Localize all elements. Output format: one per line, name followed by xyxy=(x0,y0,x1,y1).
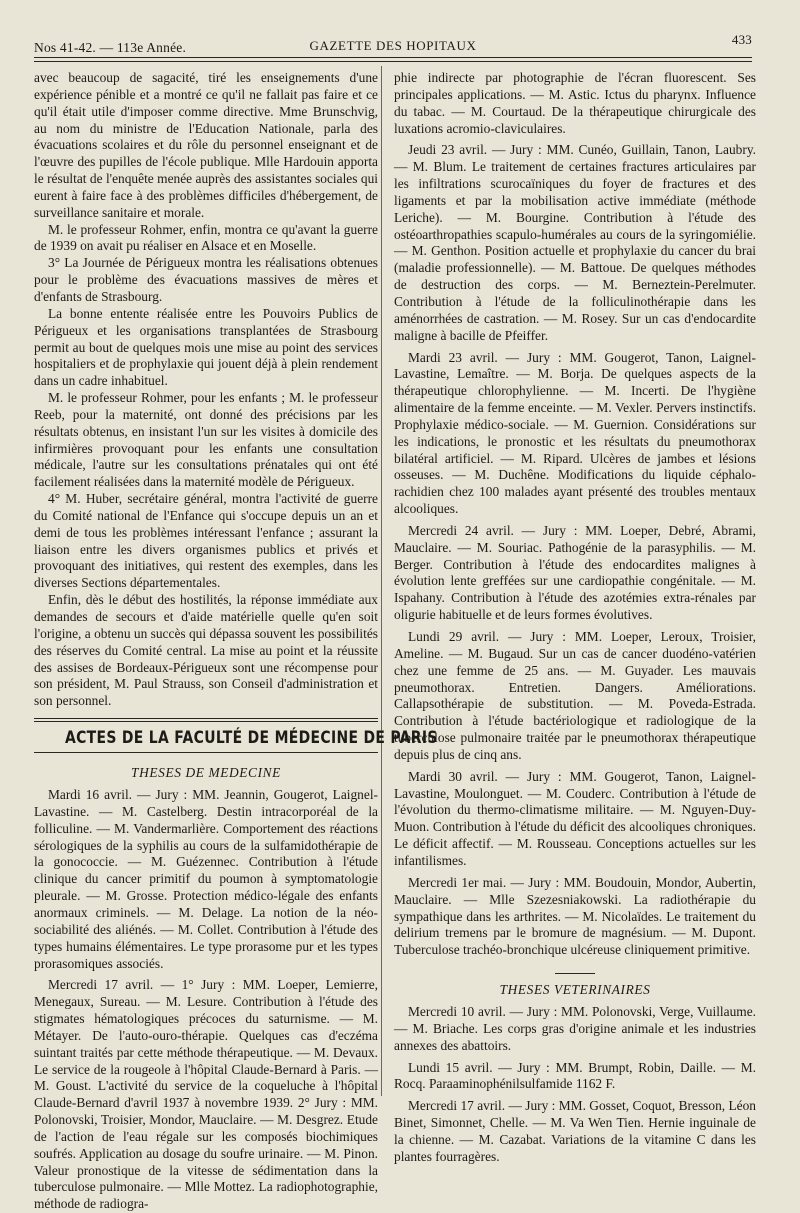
page-header xyxy=(34,30,752,56)
thesis-session: Mardi 16 avril. — Jury : MM. Jeannin, Gougerot, Laignel-Lavastine. — M. Castelberg. Destin intracorporéal de la folliculine. — M. Vandermarlière. Comportement des réactions sérologiques de la syphilis au cours de la sulfamidothérapie de la gonococcie. — M. Guézennec. Contribution à l'étude clinique du cancer primitif du poumon à symptomatologie pleurale. — M. Grosse. Protection médico-légale des enfants anormaux criminels. — M. Delage. La notion de la néo-sociabilité des aliénés. — M. Collet. Contribution à l'étude des types humains élémentaires. Le type prorasome pur et les types prorasomiques associés. xyxy=(34,787,378,971)
left-column xyxy=(34,70,438,1213)
journal-title: GAZETTE DES HOPITAUX xyxy=(309,38,477,53)
paragraph: avec beaucoup de sagacité, tiré les enseignements d'une expérience pénible et a montré ce qu'il ne fallait pas faire et ce qu'il était utile d'imposer comme directive. Mme Brunschvig, au nom du ministre de l'Education Nationale, parla des évacuations scolaires et du rôle du personnel enseignant et de l'œuvre des pupilles de l'école publique. Mlle Hardouin apporta le résultat de l'enquête menée auprès des assistantes sociales qui eurent à faire face à des problèmes difficiles d'hébergement, de surveillance sanitaire et morale. xyxy=(34,70,378,220)
paragraph: M. le professeur Rohmer, pour les enfants ; M. le professeur Reeb, pour la maternité, ont donné des précisions par les résultats obtenus, en insistant l'un sur les visites à domicile des infirmières provoquant pour les enfants une consultation médicale, l'autre sur les consultations prénatales qui ont été facilement réalisées dans la maternité modèle de Périgueux. xyxy=(34,390,378,490)
subsection-title: THESES VETERINAIRES xyxy=(499,982,651,998)
divider xyxy=(555,973,595,974)
header-rule-thin xyxy=(34,61,752,62)
right-column xyxy=(394,70,756,1166)
section-rule xyxy=(34,752,378,753)
issue-number: Nos 41-42. — 113e Année. xyxy=(34,40,187,55)
page-number: 433 xyxy=(731,32,752,47)
section-rule-thin xyxy=(34,721,378,722)
paragraph: 4° M. Huber, secrétaire général, montra l'activité de guerre du Comité national de l'Enfance qui s'occupe depuis un an et demi de tous les problèmes intéressant l'enfance ; assurant la liaison entre les divers organismes publics et privés et provoquant des initiatives, qui restent des exemples, dans les diverses Sections départementales. xyxy=(34,491,378,591)
subsection-title: THESES DE MEDECINE xyxy=(131,765,281,781)
section-title: ACTES DE LA FACULTÉ DE MÉDECINE DE PARIS xyxy=(64,728,438,749)
section-rule xyxy=(34,718,378,719)
thesis-session: Lundi 15 avril. — Jury : MM. Brumpt, Robin, Daille. — M. Rocq. Paraaminophénilsulfamide 1162 F. xyxy=(394,1059,756,1092)
paragraph: Enfin, dès le début des hostilités, la réponse immédiate aux demandes de secours et d'aide matérielle quelle qu'en soit l'origine, a obtenu un succès qui dépassa souvent les possibilités des réserves du Comité central. La mise au point et la réussite des assises de Bordeaux-Périgueux sont une récompense pour son président, M. Paul Strauss, son Conseil d'administration et son personnel. xyxy=(34,592,378,709)
thesis-session: Mercredi 1er mai. — Jury : MM. Boudouin, Mondor, Aubertin, Mauclaire. — Mlle Szezesniakowski. La radiothérapie du sympathique dans les arthrites. — M. Nicolaïdes. Le traitement du delirium tremens par le bromure de magnésium. — M. Dupont. Tuberculose trachéo-bronchique ulcéreuse cliniquement primitive. xyxy=(394,874,756,958)
thesis-session: Mercredi 17 avril. — Jury : MM. Gosset, Coquot, Bresson, Léon Binet, Simonnet, Chelle. — M. Va Wen Tien. Hernie inguinale de la chienne. — M. Cazabat. Variations de la vitamine C dans les plantes fourragères. xyxy=(394,1098,756,1164)
paragraph: phie indirecte par photographie de l'écran fluorescent. Ses principales applications. — M. Astic. Ictus du pharynx. Influence du tabac. — M. Courtaud. De la thérapeutique chirurgicale des luxations acromio-claviculaires. xyxy=(394,70,756,136)
paragraph: M. le professeur Rohmer, enfin, montra ce qu'avant la guerre de 1939 on avait pu réaliser en Alsace et en Moselle. xyxy=(34,221,378,254)
thesis-session: Mercredi 24 avril. — Jury : MM. Loeper, Debré, Abrami, Mauclaire. — M. Souriac. Pathogénie de la parasyphilis. — M. Berger. Contribution à l'étude des endocardites malignes à évolution lente greffées sur une cardiopathie congénitale. — M. Ispahany. Contribution à l'étude des azotémies extra-rénales par oligurie habituelle et de leurs formes évolutives. xyxy=(394,522,756,623)
paragraph: La bonne entente réalisée entre les Pouvoirs Publics de Périgueux et les organisations transplantées de Strasbourg permit au bout de quelques mois une mise au point des services hospitaliers et de prophylaxie qui jouent déjà à plein rendement dans un cadre inhabituel. xyxy=(34,305,378,389)
thesis-session: Mardi 30 avril. — Jury : MM. Gougerot, Tanon, Laignel-Lavastine, Moulonguet. — M. Couderc. Contribution à l'étude de l'évolution du thermo-climatisme militaire. — M. Nguyen-Duy-Muon. Contribution à l'étude du déficit des alcooliques chroniques. Le déficit affectif. — M. Rousseau. Conceptions actuelles sur les infantilismes. xyxy=(394,768,756,868)
header-rule xyxy=(34,57,752,58)
column-divider xyxy=(381,66,382,1096)
thesis-session: Jeudi 23 avril. — Jury : MM. Cunéo, Guillain, Tanon, Laubry. — M. Blum. Le traitement de certaines fractures articulaires par les infiltrations scurocaïniques du foyer de fractures et des ligaments et par la mobilisation active immédiate (méthode Leriche). — M. Bourgine. Contribution à l'étude des ostéoarthropathies scapulo-humérales au cours de la syringomiélie. — M. Genthon. Position actuelle et prophylaxie du cancer du brai (maladie professionnelle). — M. Battoue. De quelques méthodes de destruction des corps. — M. Berneztein-Perelmuter. Contribution à l'étude de la folliculinothérapie dans les aménorrhées de castration. — M. Rosey. Sur un cas d'endocardite maligne à bacille de Pfeiffer. xyxy=(394,142,756,343)
paragraph: 3° La Journée de Périgueux montra les réalisations obtenues pour le problème des évacuations massives de mères et d'enfants de Strasbourg. xyxy=(34,255,378,304)
thesis-session: Mercredi 17 avril. — 1° Jury : MM. Loeper, Lemierre, Menegaux, Sureau. — M. Lesure. Contribution à l'étude des stigmates hématologiques précoces du saturnisme. — M. Métayer. De l'auto-ouro-thérapie. Quelques cas d'eczéma suintant traités par cette méthode thérapeutique. — M. Devaux. Le service de la rougeole à l'hôpital Claude-Bernard à Paris. — M. Goust. L'activité du service de la coqueluche à l'hôpital Claude-Bernard d'avril 1937 à novembre 1939. 2° Jury : MM. Polonovski, Troisier, Mondor, Mauclaire. — M. Desgrez. Etude de l'action de l'eau régale sur les composés biochimiques soufrés. Application au dosage du soufre urinaire. — M. Pinon. Valeur pronostique de la vitesse de sédimentation dans la tuberculose pulmonaire. — Mlle Mottez. La radiophotographie, méthode de radiogra- xyxy=(34,977,378,1212)
thesis-session: Lundi 29 avril. — Jury : MM. Loeper, Leroux, Troisier, Ameline. — M. Bugaud. Sur un cas de cancer duodéno-vatérien chez une femme de 25 ans. — M. Guyader. Les mauvais pneumothorax. Entretien. Dangers. Améliorations. Callapsothérapie de substitution. — M. Poveda-Estrada. Contribution à l'étude bactériologique et radiologique de la tuberculose pulmonaire traitée par le pneumothorax thérapeutique depuis plus de cinq ans. xyxy=(394,629,756,762)
thesis-session: Mercredi 10 avril. — Jury : MM. Polonovski, Verge, Vuillaume. — M. Briache. Les corps gras d'origine animale et les industries annexes des abattoirs. xyxy=(394,1004,756,1053)
thesis-session: Mardi 23 avril. — Jury : MM. Gougerot, Tanon, Laignel-Lavastine, Lemaître. — M. Borja. De quelques aspects de la thérapeutique chlorophylienne. — M. Incerti. De l'hygiène alimentaire de la femme enceinte. — M. Vexler. Pervers instinctifs. Prophylaxie médico-sociale. — M. Guernion. Considérations sur les indications, le pronostic et les résultats du pneumothorax bilatéral artificiel. — M. Ripard. Ulcères de jambes et lésions osseuses. — M. Duchêne. Modifications du liquide céphalo-rachidien chez 100 malades ayant présenté des troubles mentaux alcooliques. xyxy=(394,349,756,517)
